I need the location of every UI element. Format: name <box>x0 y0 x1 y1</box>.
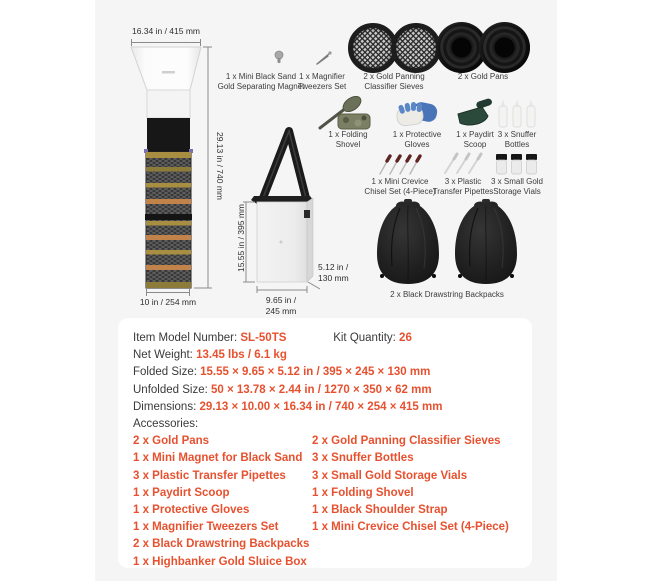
spec-weight-value: 13.45 lbs / 6.1 kg <box>196 349 287 362</box>
callout-vials-line1: 3 x Small Gold <box>490 177 544 186</box>
callout-gloves-line2: Gloves <box>404 139 430 149</box>
drawstring-backpacks-icon <box>370 196 530 292</box>
spec-row-model-kit <box>133 330 517 347</box>
spec-row-folded <box>133 364 517 381</box>
dim-tick <box>189 289 190 296</box>
riffle <box>146 250 191 255</box>
sluice-height-dimension: 29.13 in / 740 mm <box>215 131 225 201</box>
bag-logo-dot <box>280 241 283 244</box>
magnet-icon <box>272 50 286 64</box>
accessory-item: 2 x Black Drawstring Backpacks <box>133 538 310 551</box>
accessory-item: 1 x Highbanker Gold Sluice Box <box>133 555 307 568</box>
hopper-funnel <box>131 47 201 90</box>
folded-width-dimension-line2: 245 mm <box>265 306 297 316</box>
spec-model <box>133 330 330 347</box>
callout-shovel-line1: 1 x Folding <box>328 130 368 139</box>
joint <box>145 214 192 220</box>
spec-kit-value: 26 <box>399 332 412 344</box>
spec-card <box>118 318 532 568</box>
accessories-heading: Accessories: <box>133 418 199 431</box>
spec-dimensions-value: 29.13 × 10.00 × 16.34 in / 740 × 254 × 415 mm <box>199 400 443 413</box>
callout-backpacks-line1: 2 x Black Drawstring Backpacks <box>390 290 504 299</box>
dim-tick <box>146 289 147 296</box>
callout-scoop-line1: 1 x Paydirt <box>456 130 494 139</box>
spec-model-label: Item Model Number: <box>133 332 241 344</box>
accessories-left-column <box>133 433 312 571</box>
callout-tweezers-line2: Tweezers Set <box>297 81 347 91</box>
sluice-base-dimension: 10 in / 254 mm <box>139 297 197 307</box>
storage-vials-icon <box>494 152 540 176</box>
strap-buckle <box>304 210 310 218</box>
riffle <box>146 183 191 188</box>
sluice-width-dimline <box>131 42 201 43</box>
callout-magnet-line1: 1 x Mini Black Sand <box>225 72 297 81</box>
spec-row-weight <box>133 347 517 364</box>
spec-unfolded-value: 50 × 13.78 × 2.44 in / 1270 × 350 × 62 mm <box>211 383 432 396</box>
accessory-item: 2 x Gold Pans <box>133 435 210 448</box>
callout-shovel-line2: Shovel <box>335 139 361 149</box>
callout-backpacks <box>377 290 517 300</box>
riffle <box>146 235 191 240</box>
callout-vials <box>482 177 552 196</box>
spec-model-value: SL-50TS <box>240 332 287 344</box>
backpack <box>377 199 439 284</box>
protective-gloves-icon <box>391 99 443 129</box>
spec-row-accessories-heading <box>133 416 517 433</box>
callout-tweezers <box>287 72 357 91</box>
accessories-list <box>133 433 517 571</box>
snuffer-bottles-icon <box>497 99 539 129</box>
crevice-chisel-set-icon <box>376 150 428 176</box>
accessory-item: 1 x Folding Shovel <box>312 486 414 499</box>
spec-row-unfolded <box>133 382 517 399</box>
callout-snuffer-line2: Bottles <box>504 139 530 149</box>
callout-shovel <box>313 130 383 149</box>
spec-weight-label: Net Weight: <box>133 349 197 362</box>
sluice-base-dimline <box>146 292 190 293</box>
riffle <box>146 167 191 172</box>
spec-folded-label: Folded Size: <box>133 366 201 379</box>
callout-vials-line2: Storage Vials <box>493 186 541 196</box>
callout-pans-line1: 2 x Gold Pans <box>457 72 509 81</box>
callout-sieves-line1: 2 x Gold Panning <box>363 72 425 81</box>
transfer-pipettes-icon <box>441 151 485 175</box>
spec-dimensions-label: Dimensions: <box>133 400 200 413</box>
callout-sieves <box>349 72 439 91</box>
accessory-item: 3 x Snuffer Bottles <box>312 452 414 465</box>
spec-kit <box>333 332 412 344</box>
gold-pan-icon <box>479 22 530 73</box>
callout-chisel-line2: Chisel Set (4-Piece) <box>364 186 436 196</box>
callout-pans <box>443 72 523 82</box>
callout-snuffer <box>482 130 552 149</box>
callout-sieves-line2: Classifier Sieves <box>364 81 424 91</box>
riffle <box>146 265 191 270</box>
riffle <box>146 282 191 288</box>
spec-unfolded-label: Unfolded Size: <box>133 383 211 396</box>
folded-height-dimension: 15.55 in / 395 mm <box>236 203 246 273</box>
callout-pipettes-line1: 3 x Plastic <box>444 177 482 186</box>
riffle <box>146 199 191 204</box>
accessory-item: 3 x Plastic Transfer Pipettes <box>133 469 286 482</box>
callout-chisel-line1: 1 x Mini Crevice <box>371 177 429 186</box>
callout-tweezers-line1: 1 x Magnifier <box>299 72 345 81</box>
accessory-item: 3 x Small Gold Storage Vials <box>312 469 468 482</box>
callout-pipettes-line2: Transfer Pipettes <box>432 186 494 196</box>
classifier-sieve-icon <box>391 23 441 73</box>
folded-depth-dimension-line2: 130 mm <box>318 273 349 283</box>
upper-chute <box>147 90 190 118</box>
sluice-width-dimension: 16.34 in / 415 mm <box>131 26 201 36</box>
paydirt-scoop-icon <box>452 98 496 130</box>
spec-kit-label: Kit Quantity: <box>333 332 400 344</box>
brand-mark <box>162 71 175 74</box>
spec-row-dimensions <box>133 399 517 416</box>
callout-snuffer-line1: 3 x Snuffer <box>497 130 537 139</box>
folded-depth-dimension-line1: 5.12 in / <box>318 262 349 272</box>
callout-scoop-line2: Scoop <box>463 139 487 149</box>
folded-width-dimension-line1: 9.65 in / <box>265 295 297 305</box>
accessory-item: 1 x Protective Gloves <box>133 504 250 517</box>
accessory-item: 2 x Gold Panning Classifier Sieves <box>312 435 501 448</box>
backpack <box>455 199 517 284</box>
spec-folded-value: 15.55 × 9.65 × 5.12 in / 395 × 245 × 130 mm <box>200 366 431 379</box>
tweezers-icon <box>315 50 333 66</box>
accessory-item: 1 x Paydirt Scoop <box>133 486 230 499</box>
accessory-item: 1 x Magnifier Tweezers Set <box>133 521 279 534</box>
black-section <box>147 118 190 152</box>
callout-gloves-line1: 1 x Protective <box>392 130 442 139</box>
callout-magnet-line2: Gold Separating Magnet <box>217 81 305 91</box>
accessory-item: 1 x Mini Magnet for Black Sand <box>133 452 303 465</box>
accessory-item: 1 x Black Shoulder Strap <box>312 504 448 517</box>
riffle <box>146 152 191 158</box>
riffle <box>146 221 191 226</box>
accessory-item: 1 x Mini Crevice Chisel Set (4-Piece) <box>312 521 509 534</box>
folding-shovel-icon <box>316 96 378 132</box>
accessories-right-column <box>312 433 509 571</box>
